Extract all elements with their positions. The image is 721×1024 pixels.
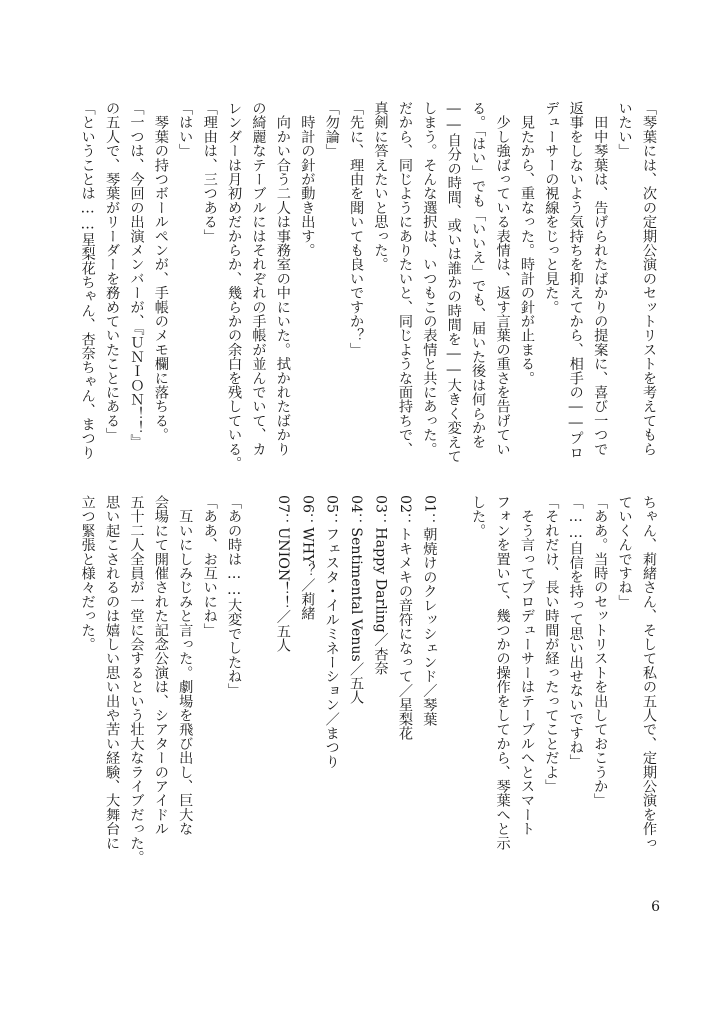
text-line: レンダーは月初めだからか、幾らかの余白を残している。 xyxy=(226,101,243,471)
text-line: の綺麗なテーブルにはそれぞれの手帳が並んでいて、カ xyxy=(250,101,267,456)
text-line: 「勿論」 xyxy=(323,101,340,158)
text-line xyxy=(441,495,465,873)
setlist-item: 04：Sentimental Venus／五人 xyxy=(348,495,365,705)
text-line: 「理由は、三つある」 xyxy=(201,101,218,243)
text-line: 互いにしみじみと言った。劇場を飛び出し、巨大な xyxy=(177,495,194,836)
text-line: フォンを置いて、幾つかの操作をしてから、琴葉へと示 xyxy=(494,495,511,850)
text-line: デューサーの視線をじっと見た。 xyxy=(543,101,560,314)
text-line: だから、同じようにありたいと、同じような面持ちで、 xyxy=(396,101,413,456)
text-line: 「あの時は……大変でしたね」 xyxy=(226,495,243,698)
text-line: いたい」 xyxy=(616,101,633,158)
text-line: しまう。そんな選択は、いつもこの表情と共にあった。 xyxy=(421,101,438,456)
text-line: 返事をしないよう気持ちを抑えてから、相手の――プロ xyxy=(567,101,584,460)
lower-text-block xyxy=(75,495,661,873)
text-line: 「それだけ、長い時間が経ったってことだよ」 xyxy=(543,495,560,794)
setlist-item: 03：Happy Darling／杏奈 xyxy=(372,495,389,676)
setlist-item: 05：フェスタ・イルミネーション／まつり xyxy=(323,495,340,769)
text-line: 「ということは……星梨花ちゃん、杏奈ちゃん、まつり xyxy=(79,101,96,460)
text-line: ちゃん、莉緒さん、そして私の五人で、定期公演を作っ xyxy=(641,495,657,850)
text-line xyxy=(246,495,270,873)
text-line: 立つ緊張と様々だった。 xyxy=(79,495,96,652)
text-line: る。「はい」でも「いいえ」でも、届いた後は何らかを xyxy=(470,101,487,449)
text-line: 見たから、重なった。時計の針が止まる。 xyxy=(518,101,535,385)
text-line: 会場にて開催された記念公演は、シアターのアイドル xyxy=(152,495,169,836)
text-line: 琴葉の持つボールペンが、手帳のメモ欄に落ちる。 xyxy=(152,101,169,442)
text-line: 「琴葉には、次の定期公演のセットリストを考えてもら xyxy=(641,101,657,456)
setlist xyxy=(271,495,442,873)
text-line: 真剣に答えたいと思った。 xyxy=(372,101,389,272)
setlist-item: 06：WHY？／莉緒 xyxy=(299,495,316,621)
upper-text-block xyxy=(75,101,661,479)
text-line: した。 xyxy=(470,495,487,538)
text-line: 「はい」 xyxy=(177,101,194,158)
text-line: 「一つは、今回の出演メンバーが、『ＵＮＩＯＮ！！』 xyxy=(128,101,145,449)
text-line: ――自分の時間、或いは誰かの時間を――大きく変えて xyxy=(445,101,462,464)
text-line: 「先に、理由を聞いても良いですか？」 xyxy=(348,101,365,357)
text-line: ていくんですね」 xyxy=(616,495,633,609)
setlist-item: 02：トキメキの音符になって／星梨花 xyxy=(396,495,413,741)
text-line: 「ああ。当時のセットリストを出しておこうか」 xyxy=(592,495,609,808)
text-line: の五人で、琴葉がリーダーを務めていたことにある」 xyxy=(104,101,121,442)
text-line: 思い起こされるのは嬉しい思い出や苦い経験、大舞台に xyxy=(104,495,121,850)
text-line: 時計の針が動き出す。 xyxy=(299,101,316,258)
text-line: 五十二人全員が一堂に会するという壮大なライブだった。 xyxy=(128,495,145,865)
setlist-item: 01：朝焼けのクレッシェンド／琴葉 xyxy=(421,495,438,727)
text-line: 少し強ばっている表情は、返す言葉の重さを告げてい xyxy=(494,101,511,456)
text-line: 向かい合う二人は事務室の中にいた。拭かれたばかり xyxy=(274,101,291,456)
text-line: 田中琴葉は、告げられたばかりの提案に、喜び一つで xyxy=(592,101,609,456)
page-number: 6 xyxy=(651,899,660,915)
text-line: 「ああ、お互いにね」 xyxy=(201,495,218,637)
text-line: そう言ってプロデューサーはテーブルへとスマート xyxy=(518,495,535,836)
setlist-item: 07：UNION！！／五人 xyxy=(274,495,291,653)
text-line: 「……自信を持って思い出せないですね」 xyxy=(567,495,584,769)
